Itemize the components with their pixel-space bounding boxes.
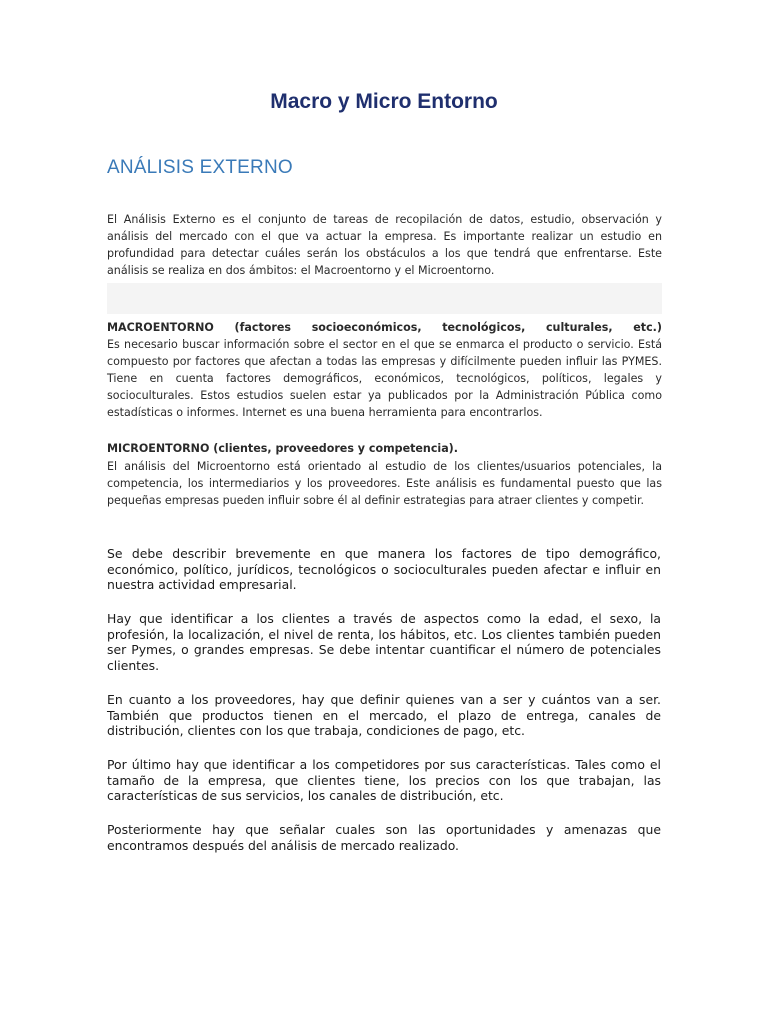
body-paragraph: En cuanto a los proveedores, hay que definir quienes van a ser y cuántos van a ser. También que productos tienen en el mercado, el plazo de entrega, canales de distribución, clientes con los que trabaja, condiciones de pago, etc. [107, 692, 661, 738]
shaded-band [107, 283, 662, 314]
body-paragraph: Hay que identificar a los clientes a través de aspectos como la edad, el sexo, la profesión, la localización, el nivel de renta, los hábitos, etc. Los clientes también pueden ser Pymes, o grandes empresas. Se debe intentar cuantificar el número de potenciales clientes. [107, 611, 661, 673]
macroentorno-heading-word: etc.) [633, 321, 662, 334]
macroentorno-heading-word: (factores [234, 321, 292, 334]
macroentorno-heading-word: tecnológicos, [442, 321, 526, 334]
body-paragraph: Por último hay que identificar a los competidores por sus características. Tales como el tamaño de la empresa, que clientes tiene, los precios con los que trabajan, las características de sus servicios, los canales de distribución, etc. [107, 757, 661, 803]
macroentorno-term: MACROENTORNO [107, 321, 214, 334]
body-paragraph: Se debe describir brevemente en que manera los factores de tipo demográfico, económico, político, jurídicos, tecnológicos o socioculturales pueden afectar e influir en nuestra actividad empresarial. [107, 546, 661, 592]
macroentorno-block [107, 319, 662, 421]
page-title: Macro y Micro Entorno [270, 90, 498, 113]
macroentorno-heading-word: culturales, [545, 321, 613, 334]
macroentorno-body: Es necesario buscar información sobre el sector en el que se enmarca el producto o servicio. Está compuesto por factores que afectan a todas las empresas y difícilmente pueden influir las PYMES. Tiene en cuenta factores demográficos, económicos, tecnológicos, políticos, legales y socioculturales. Estos estudios suelen estar ya publicados por la Administración Pública como estadísticas o informes. Internet es una buena herramienta para encontrarlos. [107, 338, 662, 419]
body-paragraph: Posteriormente hay que señalar cuales son las oportunidades y amenazas que encontramos después del análisis de mercado realizado. [107, 822, 661, 853]
macroentorno-heading [107, 319, 662, 336]
section-heading: ANÁLISIS EXTERNO [107, 157, 293, 178]
microentorno-heading: MICROENTORNO (clientes, proveedores y competencia). [107, 442, 458, 455]
macroentorno-heading-word: socioeconómicos, [311, 321, 422, 334]
microentorno-body: El análisis del Microentorno está orientado al estudio de los clientes/usuarios potenciales, la competencia, los intermediarios y los proveedores. Este análisis es fundamental puesto que las pequeñas empresas pueden influir sobre él al definir estrategias para atraer clientes y competir. [107, 460, 662, 507]
intro-paragraph: El Análisis Externo es el conjunto de tareas de recopilación de datos, estudio, observación y análisis del mercado con el que va actuar la empresa. Es importante realizar un estudio en profundidad para detectar cuáles serán los obstáculos a los que tendrá que enfrentarse. Este análisis se realiza en dos ámbitos: el Macroentorno y el Microentorno. [107, 213, 662, 277]
